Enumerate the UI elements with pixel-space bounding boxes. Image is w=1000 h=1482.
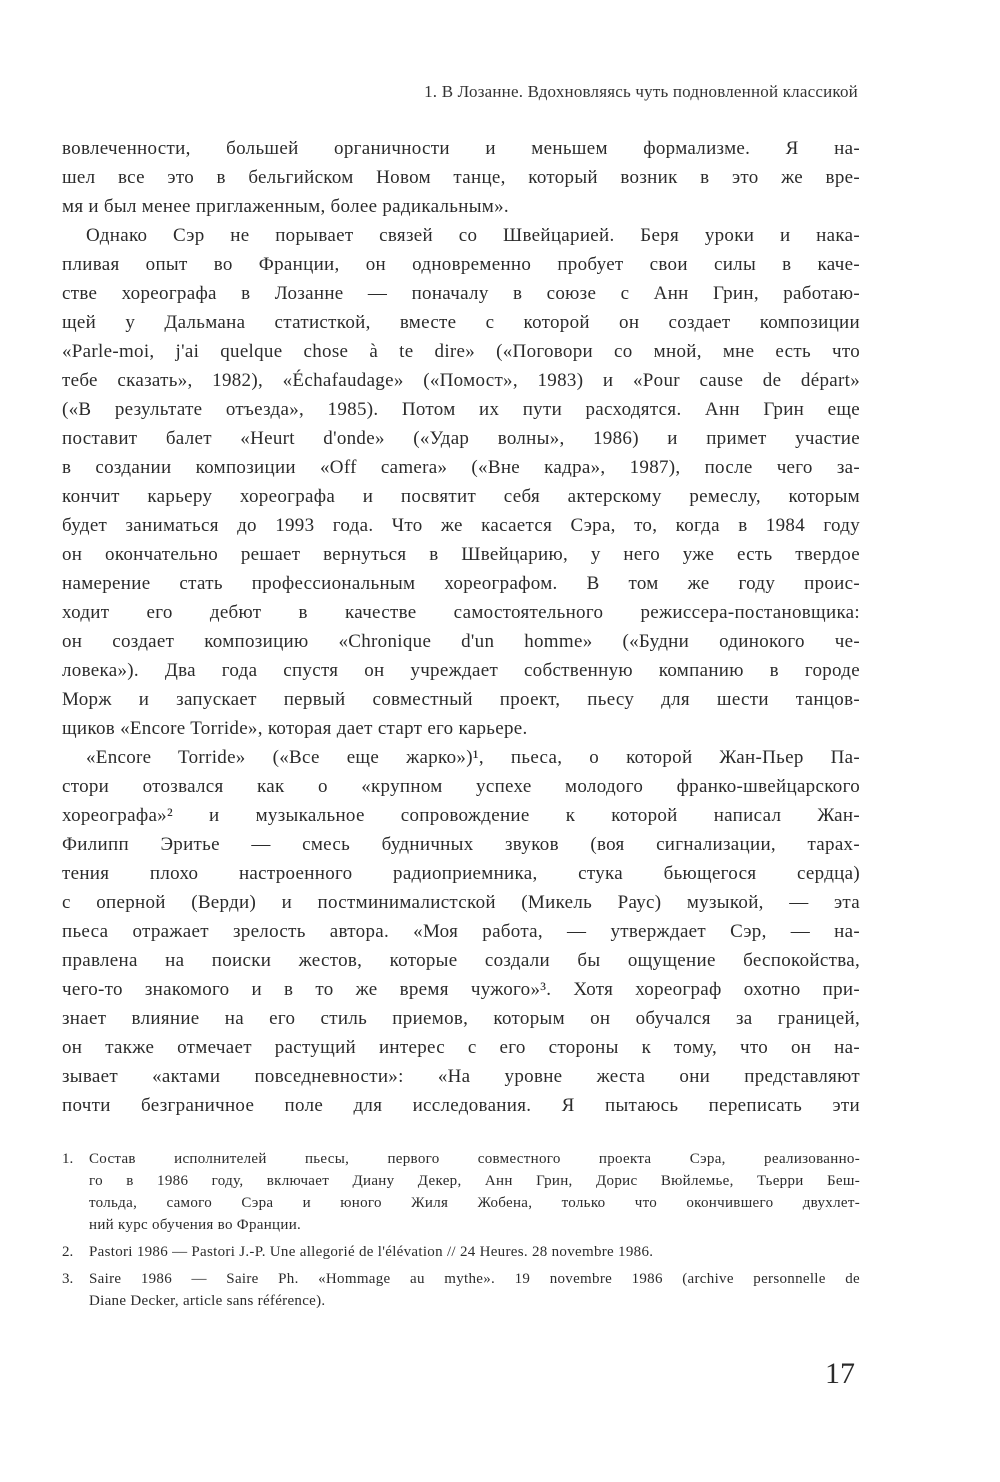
text-line: пливая опыт во Франции, он одновременно пробует свои силы в каче- <box>62 254 860 275</box>
text-line: («В результате отъезда», 1985). Потом их пути расходятся. Анн Грин еще <box>62 399 860 420</box>
text-line: мя и был менее приглаженным, более радикальным». <box>62 196 509 217</box>
text-line: зывает «актами повседневности»: «На уровне жеста они представляют <box>62 1066 860 1087</box>
text-line: щей у Дальмана статисткой, вместе с которой он создает композиции <box>62 312 860 333</box>
text-line: будет заниматься до 1993 года. Что же касается Сэра, то, когда в 1984 году <box>62 515 860 536</box>
text-line: с оперной (Верди) и постминималистской (Микель Раус) музыкой, — эта <box>62 892 860 913</box>
footnote-2 <box>62 1241 860 1263</box>
text-line: щиков «Encore Torride», которая дает старт его карьере. <box>62 718 528 739</box>
text-line: он также отмечает растущий интерес с его стороны к тому, что он на- <box>62 1037 860 1058</box>
text-line: знает влияние на его стиль приемов, которым он обучался за границей, <box>62 1008 860 1029</box>
text-line: «Encore Torride» («Все еще жарко»)¹, пьеса, о которой Жан-Пьер Па- <box>86 747 860 768</box>
footnote-line: Состав исполнителей пьесы, первого совместного проекта Сэра, реализованно- <box>89 1151 860 1167</box>
footnote-number: 1. <box>62 1151 74 1167</box>
text-line: почти безграничное поле для исследования. Я пытаюсь переписать эти <box>62 1095 860 1116</box>
footnote-line: Pastori 1986 — Pastori J.-P. Une allegorié de l'élévation // 24 Heures. 28 novembre 1986. <box>89 1244 654 1260</box>
footnote-line: ний курс обучения во Франции. <box>89 1217 302 1233</box>
text-line: правлена на поиски жестов, которые создали бы ощущение беспокойства, <box>62 950 860 971</box>
text-line: Филипп Эритье — смесь будничных звуков (воя сигнализации, тарах- <box>62 834 860 855</box>
footnote-number: 2. <box>62 1244 74 1260</box>
footnote-line: го в 1986 году, включает Диану Декер, Анн Грин, Дорис Вюйлемье, Тьерри Беш- <box>89 1173 860 1189</box>
text-line: намерение стать профессиональным хореографом. В том же году проис- <box>62 573 860 594</box>
text-line: стори отозвался как о «крупном успехе молодого франко-швейцарского <box>62 776 860 797</box>
text-line: шел все это в бельгийском Новом танце, который возник в это же вре- <box>62 167 860 188</box>
text-line: кончит карьеру хореографа и посвятит себя актерскому ремеслу, которым <box>62 486 860 507</box>
footnote-1 <box>62 1148 860 1236</box>
text-line: пьеса отражает зрелость автора. «Моя работа, — утверждает Сэр, — на- <box>62 921 860 942</box>
text-line: Однако Сэр не порывает связей со Швейцарией. Беря уроки и нака- <box>86 225 860 246</box>
running-head: 1. В Лозанне. Вдохновляясь чуть подновленной классикой <box>424 82 858 101</box>
footnote-line: Saire 1986 — Saire Ph. «Hommage au mythe». 19 novembre 1986 (archive personnelle de <box>89 1271 860 1287</box>
text-line: Морж и запускает первый совместный проект, пьесу для шести танцов- <box>62 689 860 710</box>
footnote-line: Diane Decker, article sans référence). <box>89 1293 326 1309</box>
text-line: в создании композиции «Off camera» («Вне кадра», 1987), после чего за- <box>62 457 860 478</box>
text-line: вовлеченности, большей органичности и меньшем формализме. Я на- <box>62 138 860 159</box>
text-line: «Parle-moi, j'ai quelque chose à te dire» («Поговори со мной, мне есть что <box>62 341 860 362</box>
footnote-line: тольда, самого Сэра и юного Жиля Жобена, только что окончившего двухлет- <box>89 1195 860 1211</box>
footnote-3 <box>62 1268 860 1312</box>
footnotes <box>62 1148 860 1317</box>
page-number: 17 <box>825 1357 855 1390</box>
text-line: тения плохо настроенного радиоприемника, стука бьющегося сердца) <box>62 863 860 884</box>
text-line: ловека»). Два года спустя он учреждает собственную компанию в городе <box>62 660 860 681</box>
text-line: он окончательно решает вернуться в Швейцарию, у него уже есть твердое <box>62 544 860 565</box>
text-line: стве хореографа в Лозанне — поначалу в союзе с Анн Грин, работаю- <box>62 283 860 304</box>
text-line: тебе сказать», 1982), «Échafaudage» («Помост», 1983) и «Pour cause de départ» <box>62 370 860 391</box>
text-line: ходит его дебют в качестве самостоятельного режиссера-постановщика: <box>62 602 860 623</box>
text-line: хореографа»² и музыкальное сопровождение к которой написал Жан- <box>62 805 860 826</box>
footnote-number: 3. <box>62 1271 74 1287</box>
text-line: чего-то знакомого и в то же время чужого»³. Хотя хореограф охотно при- <box>62 979 860 1000</box>
body-text <box>62 134 860 1120</box>
text-line: он создает композицию «Chronique d'un homme» («Будни одинокого че- <box>62 631 860 652</box>
text-line: поставит балет «Heurt d'onde» («Удар волны», 1986) и примет участие <box>62 428 860 449</box>
